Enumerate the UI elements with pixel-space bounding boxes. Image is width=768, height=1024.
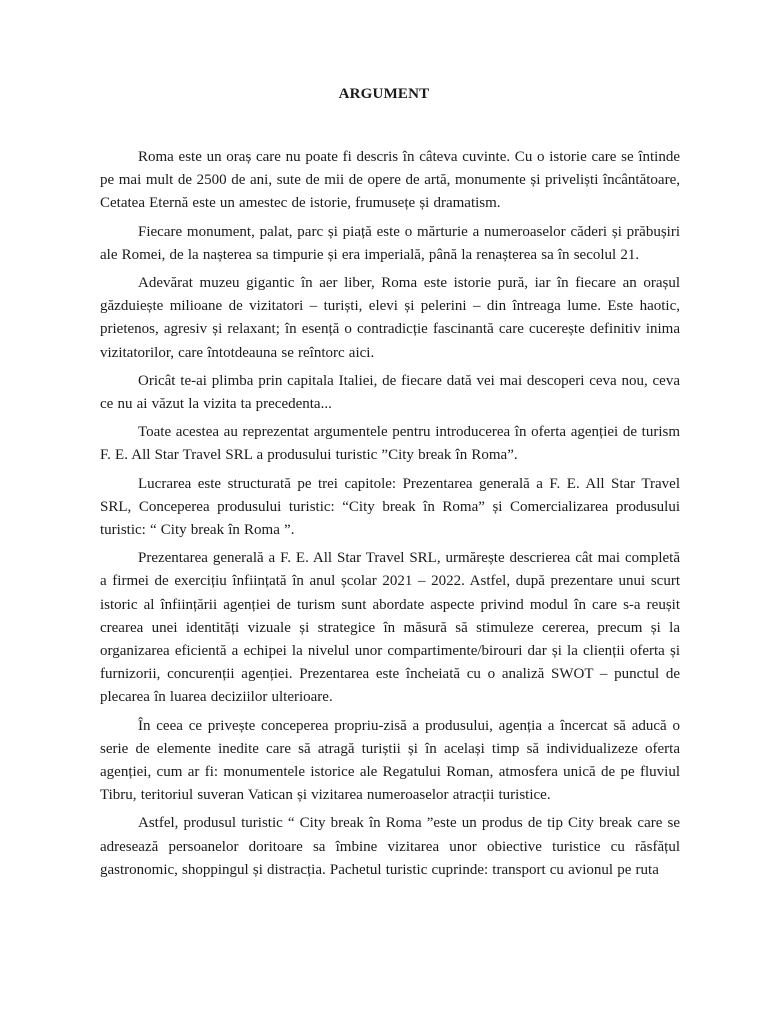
paragraph-open-air-museum: Adevărat muzeu gigantic în aer liber, Roma este istorie pură, iar în fiecare an orașul găzduiește milioane de vizitatori – turiști, elevi și pelerini – din întreaga lume. Este haotic, prietenos, agresiv și relaxant; în esență o contradicție fascinantă care cucerește definitiv inima vizitatorilor, care întotdeauna se reîntorc aici. [100,275,680,361]
paragraph-discover: Oricât te-ai plimba prin capitala Italiei, de fiecare dată vei mai descoperi ceva nou, ceva ce nu ai văzut la vizita ta precedenta... [100,372,680,413]
paragraph-rome-intro: Roma este un oraș care nu poate fi descris în câteva cuvinte. Cu o istorie care se întinde pe mai mult de 2500 de ani, sute de mii de opere de artă, monumente și priveliști încântătoare, Cetatea Eternă este un amestec de istorie, frumusețe și dramatism. [100,149,680,212]
document-title: ARGUMENT [338,86,430,102]
paragraph-product-design: În ceea ce privește conceperea propriu-zisă a produsului, agenția a încercat să aducă o serie de elemente inedite care să atragă turiștii și în același timp să individualizeze oferta agenției, cum ar fi: monumentele istorice ale Regatului Roman, atmosfera unică de pe fluviul Tibru, teritoriul suveran Vatican și vizitarea numeroaselor atracții turistice. [100,717,680,804]
paragraph-monuments: Fiecare monument, palat, parc și piață este o mărturie a numeroaselor căderi și prăbușiri ale Romei, de la nașterea sa timpurie și era imperială, până la renașterea sa în secolul 21. [100,223,680,263]
paragraph-agency-presentation: Prezentarea generală a F. E. All Star Travel SRL, urmărește descrierea cât mai completă a firmei de exercițiu înființată în anul școlar 2021 – 2022. Astfel, după prezentare unui scurt istoric al înființării agenției de turism sunt abordate aspecte privind modul în care s-a reușit crearea unei identități vizuale și strategice în măsură să stimuleze cererea, precum și la organizarea eficientă a echipei la nivelul unor compartimente/birouri dar și la clienții oferta și furnizorii, concurenții agenției. Prezentarea este încheiată cu o analiză SWOT – punctul de plecarea în luarea deciziilor ulterioare. [100,550,680,706]
paragraph-arguments: Toate acestea au reprezentat argumentele pentru introducerea în oferta agenției de turism F. E. All Star Travel SRL a produsului turistic ”City break în Roma”. [100,424,680,464]
paragraph-structure: Lucrarea este structurată pe trei capitole: Prezentarea generală a F. E. All Star Travel SRL, Conceperea produsului turistic: “City break în Roma” și Comercializarea produsului turistic: “ City break în Roma ”. [100,475,680,539]
document-body [100,146,680,887]
paragraph-product-description: Astfel, produsul turistic “ City break în Roma ”este un produs de tip City break care se adresează persoanelor doritoare sa îmbine vizitarea unor obiective turistice cu răsfățul gastronomic, shoppingul și distracția. Pachetul turistic cuprinde: transport cu avionul pe ruta [100,815,680,878]
